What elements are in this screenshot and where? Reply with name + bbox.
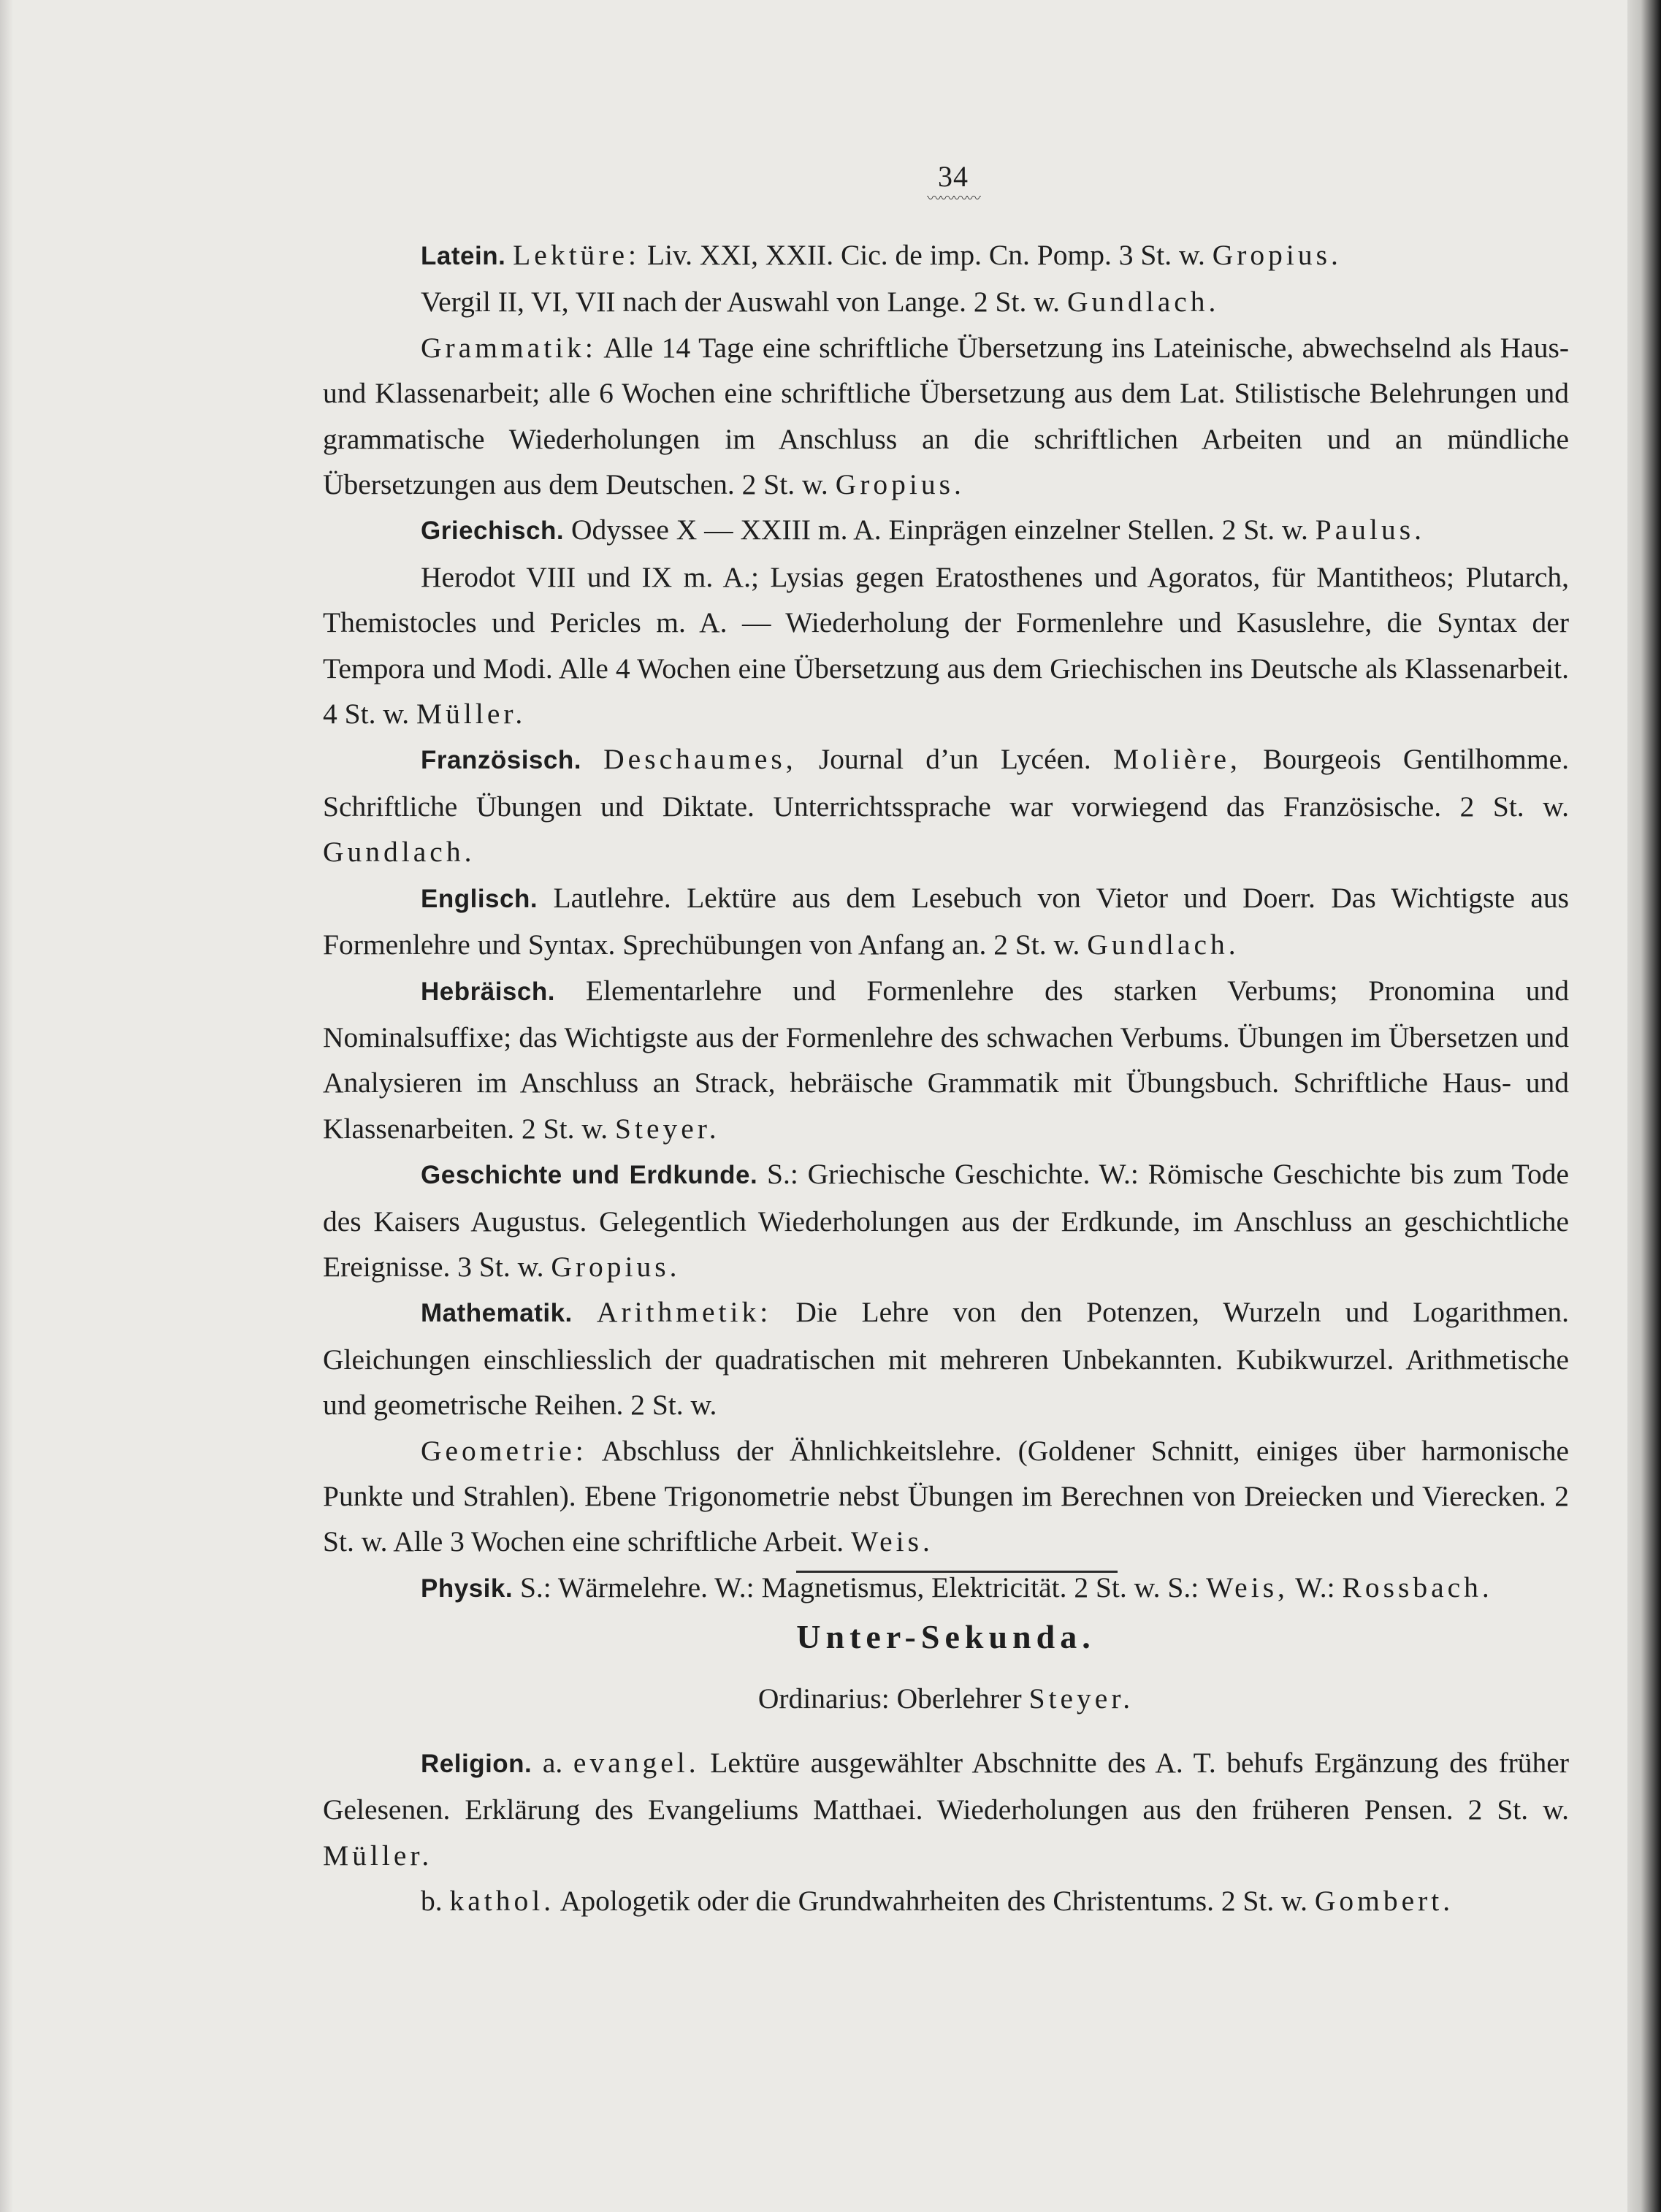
subject-heading: Latein. — [421, 242, 506, 270]
continuation-paragraph — [323, 554, 1569, 737]
continuation-paragraph — [323, 1428, 1569, 1565]
subject-heading: Hebräisch. — [421, 977, 555, 1006]
emphasized-text: Grammatik: — [421, 331, 597, 364]
subject-paragraph — [323, 232, 1569, 279]
emphasized-text: Molière, — [1112, 743, 1241, 776]
emphasized-text: Weis. — [851, 1525, 933, 1558]
unter-sekunda-body — [323, 1740, 1569, 1924]
subject-heading: Religion. — [421, 1750, 532, 1778]
body-text: Odyssee X — XXIII m. A. Einprägen einzelner Stellen. 2 St. w. — [564, 514, 1316, 546]
body-text: S.: Griechische Geschichte. W.: Römische Geschichte bis zum Tode des Kaisers Augustus. Gelegentlich Wiederholungen aus der Erdkunde, im Anschluss an geschichtliche Ereignisse. 3 St. w. — [323, 1158, 1569, 1283]
page-number-value: 34 — [938, 160, 969, 193]
subject-paragraph — [323, 968, 1569, 1152]
emphasized-text: evangel. — [573, 1747, 700, 1779]
subject-heading: Englisch. — [421, 884, 538, 913]
body-text: W.: — [1288, 1571, 1343, 1603]
subject-paragraph — [323, 1740, 1569, 1878]
main-text — [323, 232, 1569, 1612]
emphasized-text: Lektüre: — [513, 239, 640, 271]
body-text — [505, 239, 513, 271]
body-text — [581, 743, 603, 775]
continuation-paragraph — [323, 279, 1569, 324]
body-text: Abschluss der Ähnlichkeitslehre. (Goldener Schnitt, einiges über harmonische Punkte und Strahlen). Ebene Trigonometrie nebst Übungen im Berechnen von Dreiecken und Vierecken. 2 St. w. Alle 3 Wochen eine schriftliche Arbeit. — [323, 1434, 1569, 1558]
ordinarius-label: Ordinarius: — [757, 1682, 890, 1715]
subject-heading: Griechisch. — [421, 516, 565, 546]
emphasized-text: kathol. — [449, 1885, 555, 1918]
body-text: Bourgeois Gentilhomme. Schriftliche Übungen und Diktate. Unterrichtssprache war vorwiegend das Französische. 2 St. w. — [323, 743, 1569, 823]
subject-heading: Französisch. — [421, 746, 581, 775]
body-text: Lektüre ausgewählter Abschnitte des A. T. behufs Ergänzung des früher Gelesenen. Erklärung des Evangeliums Matthaei. Wiederholungen aus den früheren Pensen. 2 St. w. — [323, 1747, 1569, 1826]
subject-heading: Geschichte und Erdkunde. — [421, 1161, 758, 1190]
subject-heading: Physik. — [421, 1574, 513, 1603]
body-text: Journal d’un Lycéen. — [796, 743, 1113, 776]
ordinarius-title — [897, 1682, 1134, 1715]
body-text: S.: Wärmelehre. W.: Magnetismus, Elektricität. 2 St. w. S.: — [513, 1571, 1207, 1603]
body-text: Elementarlehre und Formenlehre des starken Verbums; Pronomina und Nominalsuffixe; das Wichtigste aus der Formenlehre des schwachen Verbums. Übungen im Übersetzen und Analysieren im Anschluss an Strack, hebräische Grammatik mit Übungsbuch. Schriftliche Haus- und Klassenarbeiten. 2 St. w. — [323, 974, 1569, 1145]
scan-edge-right — [1627, 0, 1661, 2212]
subject-paragraph — [323, 1151, 1569, 1289]
emphasized-text: Müller. — [416, 698, 527, 731]
subject-heading: Mathematik. — [421, 1299, 573, 1328]
ordinarius-name: Steyer. — [1028, 1682, 1134, 1715]
continuation-paragraph — [323, 325, 1569, 508]
emphasized-text: Müller. — [323, 1839, 433, 1872]
emphasized-text: Rossbach. — [1342, 1571, 1493, 1603]
emphasized-text: Gombert. — [1314, 1885, 1454, 1918]
emphasized-text: Gundlach. — [323, 836, 476, 869]
emphasized-text: Gundlach. — [1087, 928, 1240, 961]
body-text: Vergil II, VI, VII nach der Auswahl von Lange. 2 St. w. — [421, 286, 1067, 319]
scan-edge-left — [0, 0, 13, 2212]
emphasized-text: Geometrie: — [421, 1434, 587, 1467]
subject-paragraph — [323, 875, 1569, 968]
page-number-ornament: 〰〰〰〰 — [927, 189, 980, 207]
page-number — [920, 159, 986, 207]
body-text: Herodot VIII und IX m. A.; Lysias gegen Eratosthenes und Agoratos, für Mantitheos; Plutarch, Themistocles und Pericles m. A. — Wiederholung der Formenlehre und Kasuslehre, die Syntax der Tempora und Modi. Alle 4 Wochen eine Übersetzung aus dem Griechischen ins Deutsche als Klassenarbeit. 4 St. w. — [323, 560, 1569, 731]
emphasized-text: Deschaumes, — [603, 743, 797, 776]
subject-paragraph — [323, 507, 1569, 554]
emphasized-text: Gropius. — [551, 1250, 681, 1283]
emphasized-text: Gundlach. — [1066, 286, 1220, 319]
body-text: Alle 14 Tage eine schriftliche Übersetzung ins Lateinische, abwechselnd als Haus- und Klassenarbeit; alle 6 Wochen eine schriftliche Übersetzung aus dem Lat. Stilistische Belehrungen und grammatische Wiederholungen im Anschluss an die schriftlichen Arbeiten und an mündliche Übersetzungen aus dem Deutschen. 2 St. w. — [323, 331, 1569, 501]
body-text — [573, 1296, 597, 1328]
body-text: Die Lehre von den Potenzen, Wurzeln und Logarithmen. Gleichungen einschliesslich der quadratischen mit mehreren Unbekannten. Kubikwurzel. Arithmetische und geometrische Reihen. 2 St. w. — [323, 1296, 1570, 1422]
emphasized-text: Gropius. — [835, 468, 965, 501]
section-title: Unter-Sekunda. — [796, 1618, 1096, 1655]
subject-paragraph — [323, 1289, 1569, 1427]
section-divider — [796, 1571, 1118, 1573]
emphasized-text: Paulus. — [1315, 514, 1425, 546]
subject-paragraph — [323, 736, 1569, 874]
continuation-paragraph — [323, 1878, 1569, 1923]
body-text: Liv. XXI, XXII. Cic. de imp. Cn. Pomp. 3 St. w. — [639, 239, 1213, 271]
section-subtitle — [323, 1682, 1569, 1715]
emphasized-text: Weis, — [1206, 1571, 1288, 1603]
emphasized-text: Gropius. — [1212, 239, 1342, 271]
body-text: a. — [532, 1747, 573, 1779]
body-text: Lautlehre. Lektüre aus dem Lesebuch von Vietor und Doerr. Das Wichtigste aus Formenlehre und Syntax. Sprechübungen von Anfang an. 2 St. w. — [323, 881, 1569, 961]
ordinarius-rank: Oberlehrer — [896, 1682, 1029, 1715]
emphasized-text: Arithmetik: — [596, 1296, 772, 1329]
emphasized-text: Steyer. — [615, 1112, 720, 1145]
body-text: Apologetik oder die Grundwahrheiten des Christentums. 2 St. w. — [554, 1885, 1315, 1918]
body-text: b. — [421, 1885, 450, 1918]
